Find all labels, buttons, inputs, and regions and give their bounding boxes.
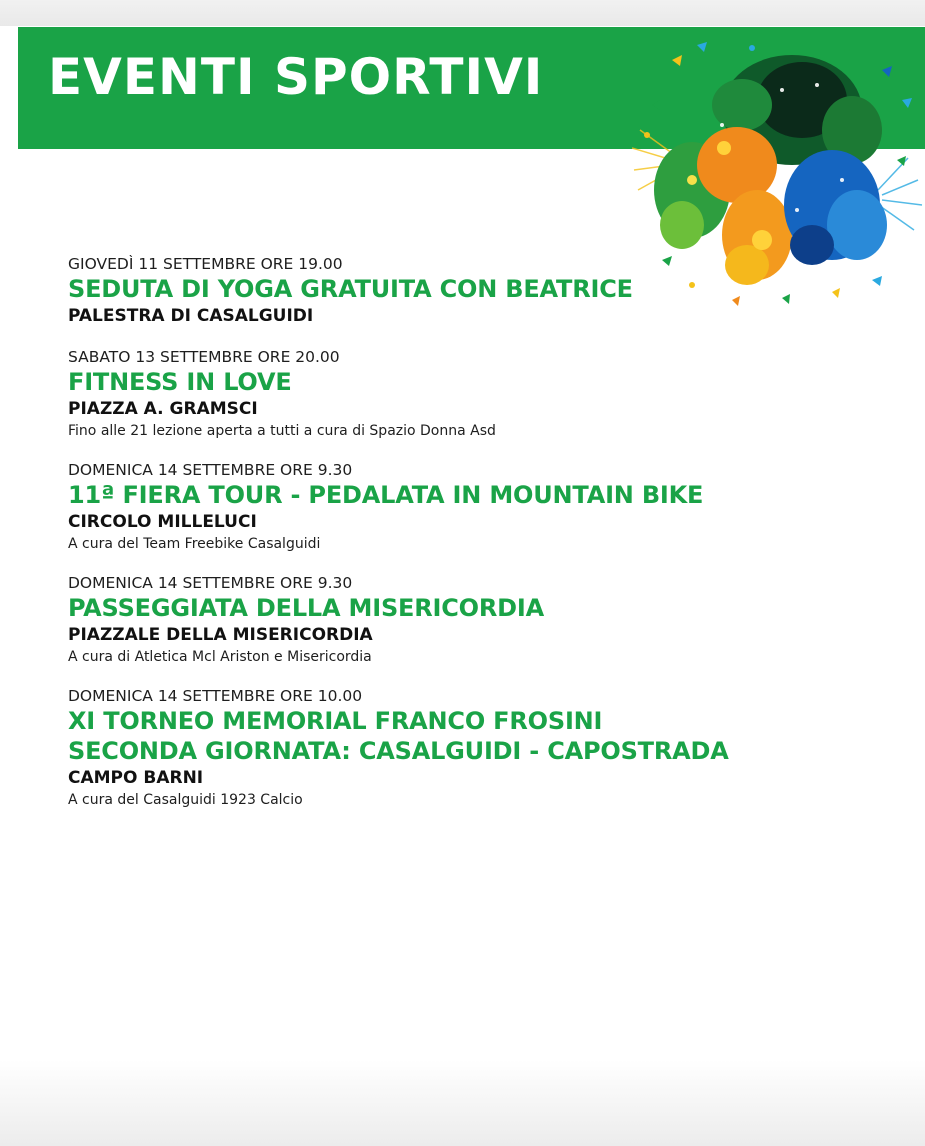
event-location: CAMPO BARNI bbox=[68, 768, 204, 788]
event-date: GIOVEDÌ 11 SETTEMBRE ORE 19.00 bbox=[68, 255, 343, 273]
events-list bbox=[68, 254, 888, 829]
event-note: A cura di Atletica Mcl Ariston e Misericordia bbox=[68, 649, 372, 665]
page-title: EVENTI SPORTIVI bbox=[48, 48, 544, 106]
event-date: DOMENICA 14 SETTEMBRE ORE 10.00 bbox=[68, 687, 363, 705]
event-note: Fino alle 21 lezione aperta a tutti a cura di Spazio Donna Asd bbox=[68, 423, 496, 439]
event-date: DOMENICA 14 SETTEMBRE ORE 9.30 bbox=[68, 574, 353, 592]
event-note: A cura del Casalguidi 1923 Calcio bbox=[68, 792, 303, 808]
event-title: FITNESS IN LOVE bbox=[68, 368, 292, 396]
event-location: PIAZZA A. GRAMSCI bbox=[68, 399, 258, 419]
event-date: SABATO 13 SETTEMBRE ORE 20.00 bbox=[68, 348, 340, 366]
event-item bbox=[68, 686, 888, 810]
bottom-shade bbox=[0, 1060, 925, 1146]
event-item bbox=[68, 254, 888, 328]
event-item bbox=[68, 573, 888, 667]
event-title: SEDUTA DI YOGA GRATUITA CON BEATRICE bbox=[68, 275, 633, 303]
top-browser-strip bbox=[0, 0, 925, 26]
event-note: A cura del Team Freebike Casalguidi bbox=[68, 536, 321, 552]
event-location: CIRCOLO MILLELUCI bbox=[68, 512, 257, 532]
event-title: XI TORNEO MEMORIAL FRANCO FROSINI bbox=[68, 707, 603, 735]
event-location: PIAZZALE DELLA MISERICORDIA bbox=[68, 625, 373, 645]
event-subtitle: SECONDA GIORNATA: CASALGUIDI - CAPOSTRADA bbox=[68, 737, 729, 765]
event-title: 11ª FIERA TOUR - PEDALATA IN MOUNTAIN BIKE bbox=[68, 481, 704, 509]
event-title: PASSEGGIATA DELLA MISERICORDIA bbox=[68, 594, 544, 622]
event-date: DOMENICA 14 SETTEMBRE ORE 9.30 bbox=[68, 461, 353, 479]
event-item bbox=[68, 347, 888, 441]
event-location: PALESTRA DI CASALGUIDI bbox=[68, 306, 314, 326]
event-item bbox=[68, 460, 888, 554]
